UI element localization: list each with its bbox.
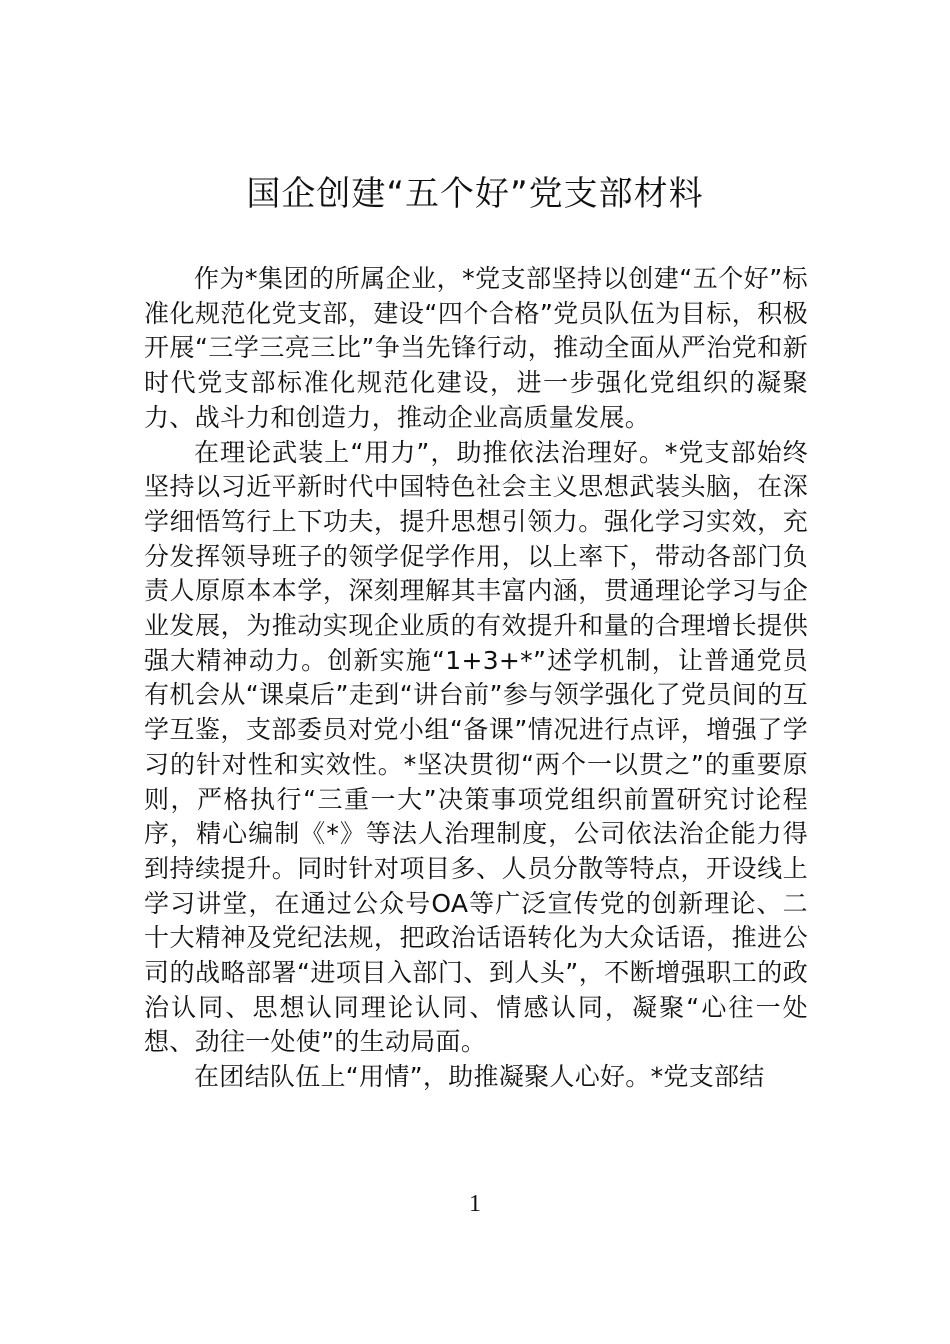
document-title: 国企创建“五个好”党支部材料 bbox=[246, 174, 704, 214]
document-body bbox=[144, 262, 808, 1095]
paragraph-intro: 作为*集团的所属企业，*党支部坚持以创建“五个好”标准化规范化党支部，建设“四个合格”党员队伍为目标，积极开展“三学三亮三比”争当先锋行动，推动全面从严治党和新时代党支部标准化规范化建设，进一步强化党组织的凝聚力、战斗力和创造力，推动企业高质量发展。 bbox=[144, 264, 808, 432]
paragraph-theory: 在理论武装上“用力”，助推依法治理好。*党支部始终坚持以习近平新时代中国特色社会主义思想武装头脑，在深学细悟笃行上下功夫，提升思想引领力。强化学习实效，充分发挥领导班子的领学促学作用，以上率下，带动各部门负责人原原本本学，深刻理解其丰富内涵，贯通理论学习与企业发展，为推动实现企业质的有效提升和量的合理增长提供强大精神动力。创新实施“1+3+*”述学机制，让普通党员有机会从“课桌后”走到“讲台前”参与领学强化了党员间的互学互鉴，支部委员对党小组“备课”情况进行点评，增强了学习的针对性和实效性。*坚决贯彻“两个一以贯之”的重要原则，严格执行“三重一大”决策事项党组织前置研究讨论程序，精心编制《*》等法人治理制度，公司依法治企能力得到持续提升。同时针对项目多、人员分散等特点，开设线上学习讲堂，在通过公众号OA等广泛宣传党的创新理论、二十大精神及党纪法规，把政治话语转化为大众话语，推进公司的战略部署“进项目入部门、到人头”，不断增强职工的政治认同、思想认同理论认同、情感认同，凝聚“心往一处想、劲往一处使”的生动局面。 bbox=[144, 437, 808, 1057]
page-number: 1 bbox=[469, 1191, 481, 1217]
paragraph-team: 在团结队伍上“用情”，助推凝聚人心好。*党支部结 bbox=[194, 1062, 765, 1092]
